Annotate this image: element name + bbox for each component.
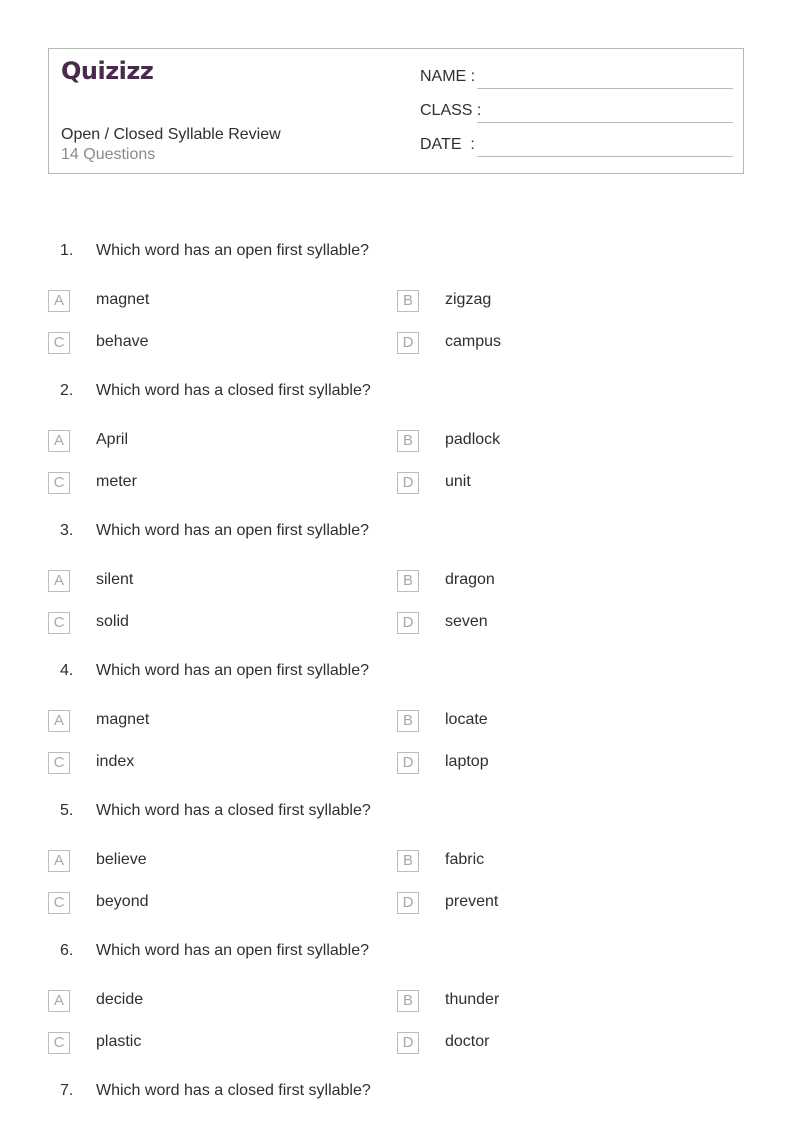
option-d[interactable] bbox=[397, 612, 697, 636]
question-text: Which word has an open first syllable? bbox=[96, 662, 370, 679]
option-a[interactable] bbox=[48, 990, 348, 1014]
quizizz-logo: Quizizz bbox=[61, 57, 154, 85]
name-field[interactable] bbox=[420, 68, 733, 90]
option-text: prevent bbox=[445, 893, 499, 910]
option-letter-box[interactable]: D bbox=[397, 752, 419, 774]
option-d[interactable] bbox=[397, 752, 697, 776]
option-letter-box[interactable]: D bbox=[397, 1032, 419, 1054]
option-d[interactable] bbox=[397, 332, 697, 356]
option-c[interactable] bbox=[48, 332, 348, 356]
option-letter-box[interactable]: B bbox=[397, 430, 419, 452]
option-letter-box[interactable]: B bbox=[397, 850, 419, 872]
option-letter-box[interactable]: A bbox=[48, 290, 70, 312]
question-number: 7. bbox=[60, 1082, 74, 1099]
worksheet-header bbox=[48, 48, 744, 174]
option-b[interactable] bbox=[397, 710, 697, 734]
question-text: Which word has an open first syllable? bbox=[96, 942, 370, 959]
option-b[interactable] bbox=[397, 850, 697, 874]
option-text: April bbox=[96, 431, 129, 448]
question-text: Which word has a closed first syllable? bbox=[96, 382, 371, 399]
option-text: thunder bbox=[445, 991, 500, 1008]
option-letter-box[interactable]: D bbox=[397, 892, 419, 914]
option-text: fabric bbox=[445, 851, 485, 868]
option-letter-box[interactable]: A bbox=[48, 850, 70, 872]
question-text: Which word has an open first syllable? bbox=[96, 522, 370, 539]
option-letter-box[interactable]: D bbox=[397, 612, 419, 634]
option-d[interactable] bbox=[397, 892, 697, 916]
option-text: dragon bbox=[445, 571, 495, 588]
option-text: locate bbox=[445, 711, 488, 728]
option-letter-box[interactable]: A bbox=[48, 430, 70, 452]
question-number: 5. bbox=[60, 802, 74, 819]
question-number: 2. bbox=[60, 382, 74, 399]
date-field[interactable] bbox=[420, 136, 733, 158]
option-text: laptop bbox=[445, 753, 489, 770]
option-letter-box[interactable]: B bbox=[397, 290, 419, 312]
option-letter-box[interactable]: B bbox=[397, 710, 419, 732]
option-text: believe bbox=[96, 851, 147, 868]
question-number: 3. bbox=[60, 522, 74, 539]
question-text: Which word has an open first syllable? bbox=[96, 242, 370, 259]
class-line[interactable] bbox=[477, 122, 733, 123]
option-letter-box[interactable]: C bbox=[48, 1032, 70, 1054]
option-text: zigzag bbox=[445, 291, 492, 308]
name-line[interactable] bbox=[477, 88, 733, 89]
option-b[interactable] bbox=[397, 290, 697, 314]
option-text: unit bbox=[445, 473, 471, 490]
option-text: beyond bbox=[96, 893, 149, 910]
option-text: solid bbox=[96, 613, 129, 630]
question-number: 6. bbox=[60, 942, 74, 959]
question-text: Which word has a closed first syllable? bbox=[96, 802, 371, 819]
option-text: meter bbox=[96, 473, 137, 490]
option-letter-box[interactable]: C bbox=[48, 612, 70, 634]
option-letter-box[interactable]: C bbox=[48, 752, 70, 774]
question-number: 1. bbox=[60, 242, 74, 259]
class-label: CLASS : bbox=[420, 102, 482, 119]
option-letter-box[interactable]: D bbox=[397, 472, 419, 494]
option-c[interactable] bbox=[48, 1032, 348, 1056]
option-c[interactable] bbox=[48, 892, 348, 916]
option-text: behave bbox=[96, 333, 149, 350]
option-d[interactable] bbox=[397, 472, 697, 496]
class-field[interactable] bbox=[420, 102, 733, 124]
option-b[interactable] bbox=[397, 430, 697, 454]
worksheet-title: Open / Closed Syllable Review bbox=[61, 126, 281, 143]
option-a[interactable] bbox=[48, 570, 348, 594]
option-letter-box[interactable]: B bbox=[397, 570, 419, 592]
option-letter-box[interactable]: A bbox=[48, 990, 70, 1012]
option-a[interactable] bbox=[48, 290, 348, 314]
option-letter-box[interactable]: B bbox=[397, 990, 419, 1012]
option-text: index bbox=[96, 753, 135, 770]
option-text: doctor bbox=[445, 1033, 490, 1050]
option-d[interactable] bbox=[397, 1032, 697, 1056]
option-a[interactable] bbox=[48, 710, 348, 734]
option-c[interactable] bbox=[48, 612, 348, 636]
option-text: magnet bbox=[96, 711, 150, 728]
option-a[interactable] bbox=[48, 430, 348, 454]
question-number: 4. bbox=[60, 662, 74, 679]
option-letter-box[interactable]: C bbox=[48, 472, 70, 494]
option-letter-box[interactable]: D bbox=[397, 332, 419, 354]
option-text: magnet bbox=[96, 291, 150, 308]
option-b[interactable] bbox=[397, 990, 697, 1014]
question-text: Which word has a closed first syllable? bbox=[96, 1082, 371, 1099]
name-label: NAME : bbox=[420, 68, 476, 85]
option-letter-box[interactable]: A bbox=[48, 570, 70, 592]
option-a[interactable] bbox=[48, 850, 348, 874]
option-letter-box[interactable]: A bbox=[48, 710, 70, 732]
option-text: decide bbox=[96, 991, 144, 1008]
option-b[interactable] bbox=[397, 570, 697, 594]
option-letter-box[interactable]: C bbox=[48, 332, 70, 354]
option-text: padlock bbox=[445, 431, 501, 448]
option-text: plastic bbox=[96, 1033, 142, 1050]
option-text: seven bbox=[445, 613, 488, 630]
option-text: campus bbox=[445, 333, 502, 350]
option-letter-box[interactable]: C bbox=[48, 892, 70, 914]
date-line[interactable] bbox=[477, 156, 733, 157]
option-c[interactable] bbox=[48, 752, 348, 776]
option-text: silent bbox=[96, 571, 134, 588]
date-label: DATE : bbox=[420, 136, 475, 153]
question-count: 14 Questions bbox=[61, 146, 156, 163]
option-c[interactable] bbox=[48, 472, 348, 496]
